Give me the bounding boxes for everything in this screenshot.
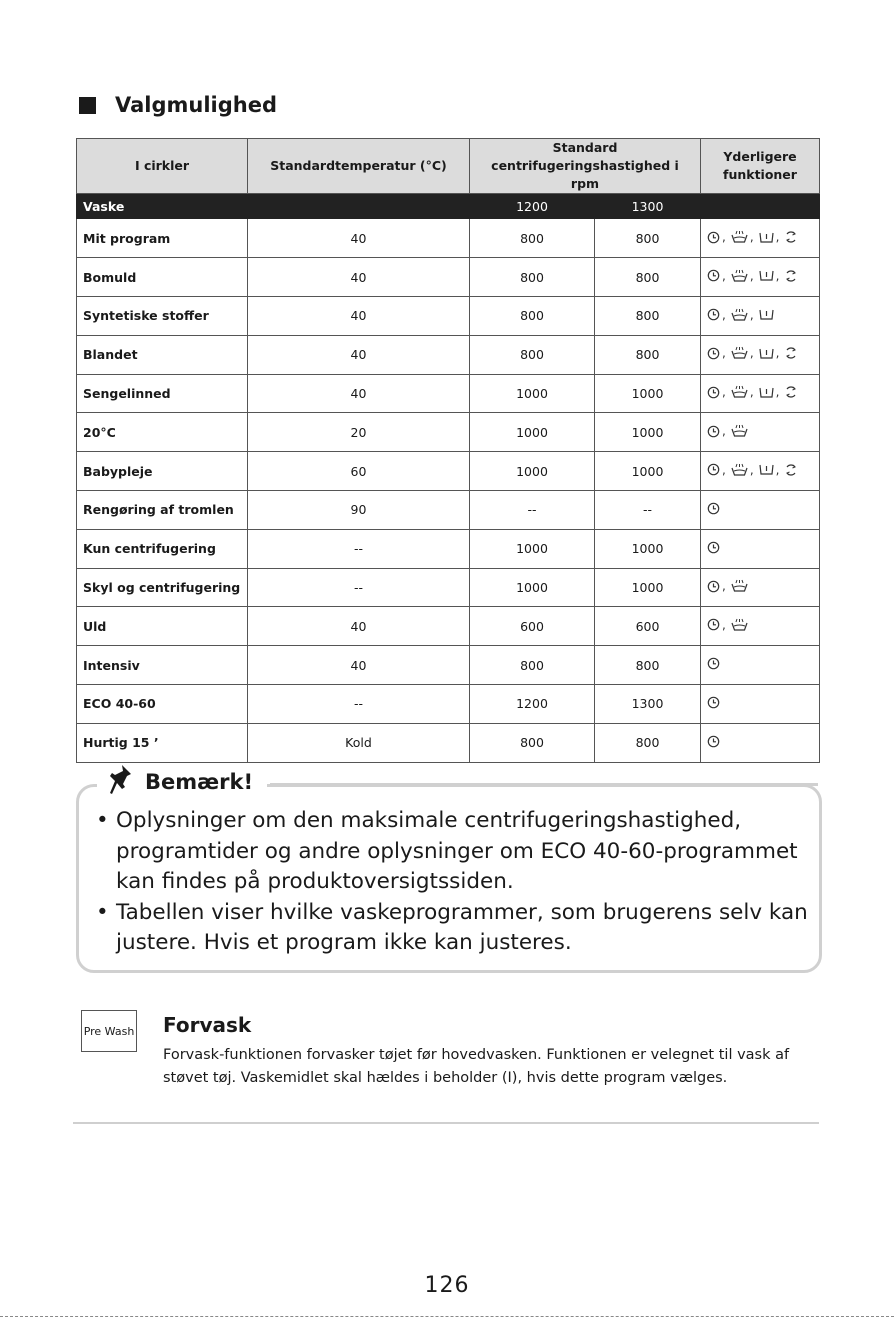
rinse-icon xyxy=(759,347,774,360)
spin-1200-cell: 1200 xyxy=(470,684,595,723)
spin-1300-cell: -- xyxy=(595,490,701,529)
spin-icon xyxy=(784,269,798,283)
spin-1300-cell: 800 xyxy=(595,296,701,335)
temperature-cell: -- xyxy=(248,529,470,568)
band-label: Vaske xyxy=(77,194,248,219)
note-header xyxy=(97,764,267,800)
program-name: 20°C xyxy=(77,413,248,452)
square-bullet-icon xyxy=(79,97,96,114)
temperature-cell: 60 xyxy=(248,452,470,491)
spin-1200-cell: 1000 xyxy=(470,413,595,452)
program-name: Blandet xyxy=(77,335,248,374)
program-name: Intensiv xyxy=(77,646,248,685)
timer-icon xyxy=(707,696,720,709)
spin-1200-cell: 800 xyxy=(470,258,595,297)
program-name: Uld xyxy=(77,607,248,646)
section-divider xyxy=(73,1122,819,1124)
timer-icon xyxy=(707,308,720,321)
functions-cell: , xyxy=(701,568,820,607)
functions-cell xyxy=(701,723,820,762)
forvask-title: Forvask xyxy=(163,1013,252,1037)
header-program: I cirkler xyxy=(77,139,248,194)
table-row xyxy=(77,646,820,685)
spin-1300-cell: 1000 xyxy=(595,413,701,452)
spin-1200-cell: 1000 xyxy=(470,374,595,413)
spin-icon xyxy=(784,385,798,399)
soil-level-icon xyxy=(731,385,748,399)
soil-level-icon xyxy=(731,346,748,360)
program-name: Hurtig 15 ’ xyxy=(77,723,248,762)
program-name: Syntetiske stoffer xyxy=(77,296,248,335)
spin-1300-cell: 1000 xyxy=(595,374,701,413)
rinse-icon xyxy=(759,269,774,282)
note-list xyxy=(94,806,814,958)
rinse-icon xyxy=(759,231,774,244)
spin-1300-cell: 1300 xyxy=(595,684,701,723)
temperature-cell: 40 xyxy=(248,258,470,297)
program-name: ECO 40-60 xyxy=(77,684,248,723)
spin-1300-cell: 600 xyxy=(595,607,701,646)
temperature-cell: 40 xyxy=(248,646,470,685)
timer-icon xyxy=(707,463,720,476)
functions-cell xyxy=(701,490,820,529)
table-row xyxy=(77,413,820,452)
functions-cell xyxy=(701,684,820,723)
timer-icon xyxy=(707,502,720,515)
timer-icon xyxy=(707,386,720,399)
temperature-cell: 40 xyxy=(248,219,470,258)
timer-icon xyxy=(707,541,720,554)
pushpin-icon xyxy=(109,763,133,801)
timer-icon xyxy=(707,269,720,282)
note-label: Bemærk! xyxy=(145,770,254,794)
functions-cell: , , , xyxy=(701,258,820,297)
table-row xyxy=(77,219,820,258)
band-model-b: 1300 xyxy=(595,194,701,219)
temperature-cell: -- xyxy=(248,684,470,723)
spin-1200-cell: 1000 xyxy=(470,568,595,607)
spin-icon xyxy=(784,230,798,244)
table-row xyxy=(77,258,820,297)
spin-1200-cell: -- xyxy=(470,490,595,529)
soil-level-icon xyxy=(731,579,748,593)
program-name: Kun centrifugering xyxy=(77,529,248,568)
rinse-icon xyxy=(759,463,774,476)
spin-icon xyxy=(784,346,798,360)
section-title: Valgmulighed xyxy=(115,93,277,117)
table-header-row xyxy=(77,139,820,194)
program-name: Bomuld xyxy=(77,258,248,297)
spin-1300-cell: 1000 xyxy=(595,568,701,607)
spin-1200-cell: 800 xyxy=(470,219,595,258)
note-bullet: • Tabellen viser hvilke vaskeprogrammer, som brugerens selv kan justere. Hvis et program ikke kan justeres. xyxy=(94,898,814,959)
page-cut-line xyxy=(0,1316,894,1317)
spin-1300-cell: 800 xyxy=(595,258,701,297)
soil-level-icon xyxy=(731,230,748,244)
temperature-cell: 40 xyxy=(248,335,470,374)
spin-1200-cell: 800 xyxy=(470,335,595,374)
functions-cell: , xyxy=(701,413,820,452)
temperature-cell: 40 xyxy=(248,374,470,413)
soil-level-icon xyxy=(731,463,748,477)
table-row xyxy=(77,490,820,529)
spin-1300-cell: 800 xyxy=(595,335,701,374)
functions-cell xyxy=(701,529,820,568)
functions-cell: , , , xyxy=(701,219,820,258)
functions-cell xyxy=(701,646,820,685)
spin-1200-cell: 800 xyxy=(470,646,595,685)
spin-1300-cell: 1000 xyxy=(595,529,701,568)
band-model-a: 1200 xyxy=(470,194,595,219)
soil-level-icon xyxy=(731,308,748,322)
timer-icon xyxy=(707,735,720,748)
temperature-cell: 90 xyxy=(248,490,470,529)
spin-1200-cell: 1000 xyxy=(470,529,595,568)
section-heading xyxy=(79,93,277,117)
header-extra-functions: Yderligere funktioner xyxy=(701,139,820,194)
header-spin-speed: Standard centrifugeringshastighed i rpm xyxy=(470,139,701,194)
program-name: Rengøring af tromlen xyxy=(77,490,248,529)
table-band-row xyxy=(77,194,820,219)
temperature-cell: 40 xyxy=(248,607,470,646)
table-row xyxy=(77,529,820,568)
temperature-cell: 40 xyxy=(248,296,470,335)
pre-wash-button-icon: Pre Wash xyxy=(81,1010,137,1052)
timer-icon xyxy=(707,231,720,244)
spin-1200-cell: 800 xyxy=(470,723,595,762)
spin-1300-cell: 1000 xyxy=(595,452,701,491)
table-row xyxy=(77,452,820,491)
soil-level-icon xyxy=(731,269,748,283)
functions-cell: , , , xyxy=(701,335,820,374)
table-row xyxy=(77,335,820,374)
table-row xyxy=(77,723,820,762)
timer-icon xyxy=(707,347,720,360)
spin-1200-cell: 800 xyxy=(470,296,595,335)
temperature-cell: -- xyxy=(248,568,470,607)
soil-level-icon xyxy=(731,618,748,632)
note-bullet: • Oplysninger om den maksimale centrifugeringshastighed, programtider og andre oplysninger om ECO 40-60-programmet kan findes på produktoversigtssiden. xyxy=(94,806,814,898)
spin-1300-cell: 800 xyxy=(595,219,701,258)
timer-icon xyxy=(707,618,720,631)
program-name: Sengelinned xyxy=(77,374,248,413)
functions-cell: , , , xyxy=(701,374,820,413)
header-temperature: Standardtemperatur (°C) xyxy=(248,139,470,194)
spin-1200-cell: 600 xyxy=(470,607,595,646)
functions-cell: , , xyxy=(701,296,820,335)
forvask-description: Forvask-funktionen forvasker tøjet før hovedvasken. Funktionen er velegnet til vask af støvet tøj. Vaskemidlet skal hældes i beholder (I), hvis dette program vælges. xyxy=(163,1047,790,1086)
table-row xyxy=(77,684,820,723)
program-name: Babypleje xyxy=(77,452,248,491)
options-table xyxy=(76,138,820,763)
timer-icon xyxy=(707,580,720,593)
table-row xyxy=(77,296,820,335)
table-row xyxy=(77,607,820,646)
temperature-cell: Kold xyxy=(248,723,470,762)
rinse-icon xyxy=(759,386,774,399)
spin-1300-cell: 800 xyxy=(595,646,701,685)
table-row xyxy=(77,374,820,413)
temperature-cell: 20 xyxy=(248,413,470,452)
spin-1300-cell: 800 xyxy=(595,723,701,762)
note-divider xyxy=(270,783,818,786)
rinse-icon xyxy=(759,308,774,321)
program-name: Mit program xyxy=(77,219,248,258)
timer-icon xyxy=(707,425,720,438)
page-number: 126 xyxy=(424,1273,470,1298)
soil-level-icon xyxy=(731,424,748,438)
functions-cell: , xyxy=(701,607,820,646)
spin-1200-cell: 1000 xyxy=(470,452,595,491)
program-name: Skyl og centrifugering xyxy=(77,568,248,607)
timer-icon xyxy=(707,657,720,670)
spin-icon xyxy=(784,463,798,477)
functions-cell: , , , xyxy=(701,452,820,491)
table-row xyxy=(77,568,820,607)
